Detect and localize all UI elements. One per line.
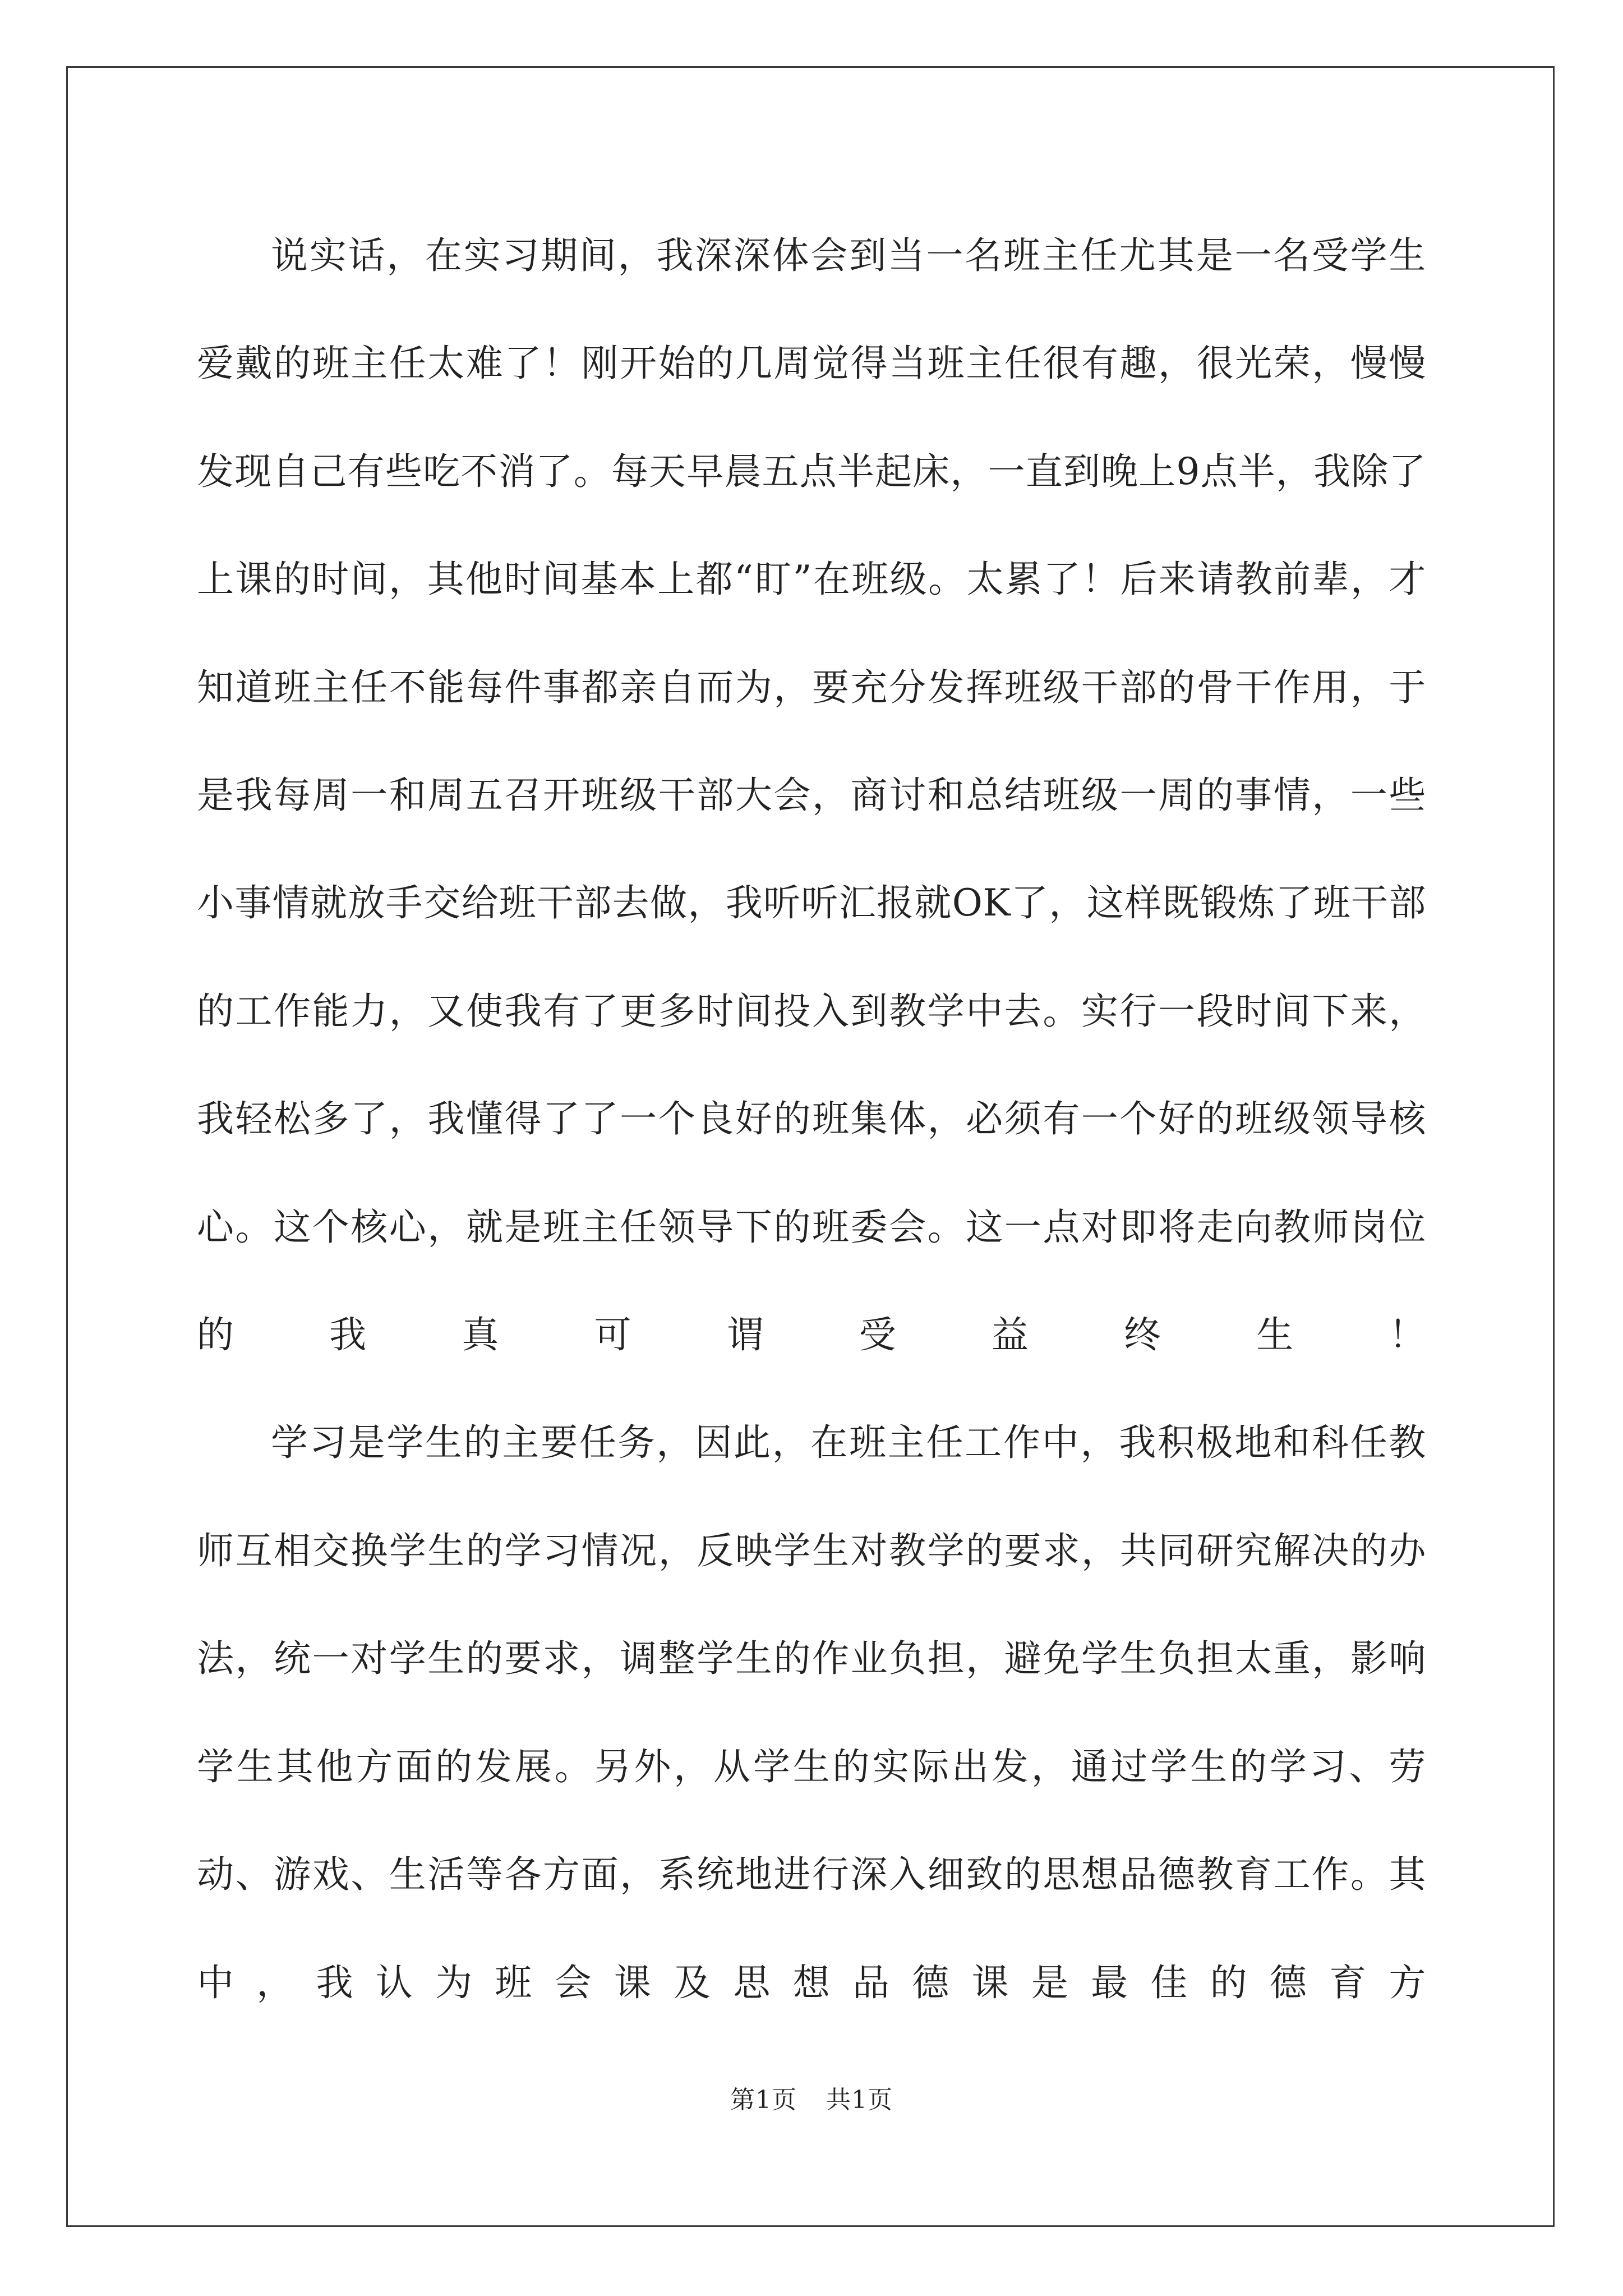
page-number: 第1页 [730,2086,797,2114]
paragraph-2: 学习是学生的主要任务，因此，在班主任工作中，我积极地和科任教师互相交换学生的学习情况，反映学生对教学的要求，共同研究解决的办法，统一对学生的要求，调整学生的作业负担，避免学生负担太重，影响学生其他方面的发展。另外，从学生的实际出发，通过学生的学习、劳动、游戏、生活等各方面，系统地进行深入细致的思想品德教育工作。其中，我认为班会课及思想品德课是最佳的德育方 [197,1421,1426,2004]
page-footer [0,2079,1623,2115]
paragraph-1: 说实话，在实习期间，我深深体会到当一名班主任尤其是一名受学生爱戴的班主任太难了！刚开始的几周觉得当班主任很有趣，很光荣，慢慢发现自己有些吃不消了。每天早晨五点半起床，一直到晚上9点半，我除了上课的时间，其他时间基本上都“盯”在班级。太累了！后来请教前辈，才知道班主任不能每件事都亲自而为，要充分发挥班级干部的骨干作用，于是我每周一和周五召开班级干部大会，商讨和总结班级一周的事情，一些小事情就放手交给班干部去做，我听听汇报就OK了，这样既锻炼了班干部的工作能力，又使我有了更多时间投入到教学中去。实行一段时间下来，我轻松多了，我懂得了了一个良好的班集体，必须有一个好的班级领导核心。这个核心，就是班主任领导下的班委会。这一点对即将走向教师岗位的我真可谓受益终生！ [197,234,1426,1357]
document-body [197,202,1426,2037]
page-total: 共1页 [826,2086,893,2114]
